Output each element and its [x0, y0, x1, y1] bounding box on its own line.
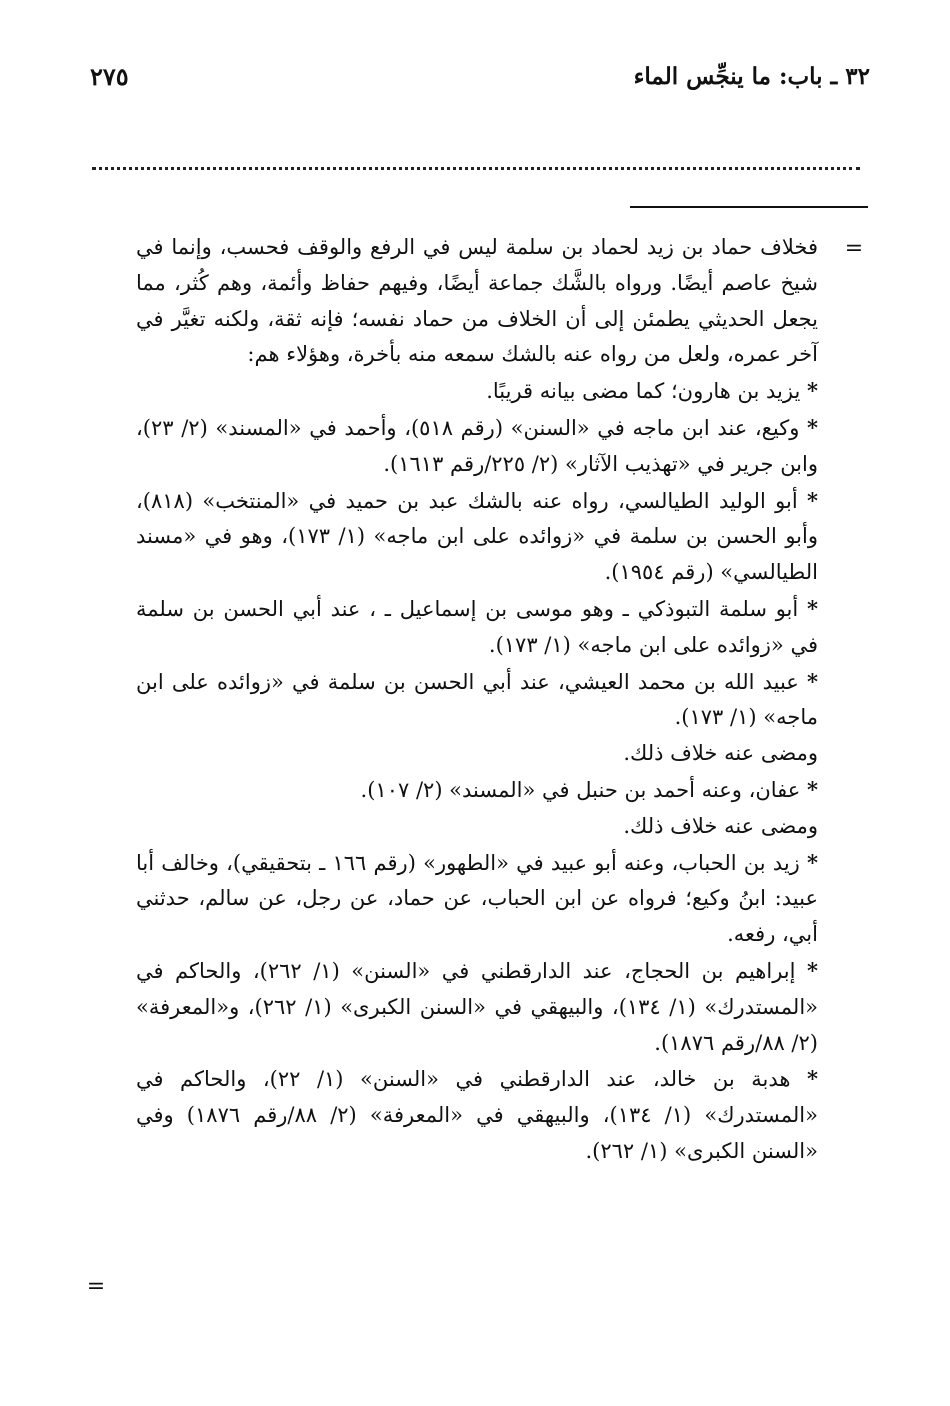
- paragraph-3: [136, 483, 818, 591]
- bullet-star: *: [807, 776, 818, 802]
- paragraph-8: [136, 809, 818, 845]
- paragraph-5: [136, 664, 818, 737]
- bullet-star: *: [807, 487, 818, 513]
- paragraph-text: فخلاف حماد بن زيد لحماد بن سلمة ليس في الرفع والوقف فحسب، وإنما في شيخ عاصم أيضًا. ورواه بالشَّك جماعة أيضًا، وفيهم حفاظ وأئمة، وهم كُثر، مما يجعل الحديثي يطمئن إلى أن الخلاف من حماد نفسه؛ فإنه ثقة، ولكنه تغيَّر في آخر عمره، ولعل من رواه عنه بالشك سمعه منه بأخرة، وهؤلاء هم:: [136, 235, 818, 367]
- paragraph-11: [136, 1061, 818, 1169]
- paragraph-text: يزيد بن هارون؛ كما مضى بيانه قريبًا.: [486, 379, 801, 404]
- page-header: [90, 56, 870, 96]
- bullet-star: *: [807, 1066, 818, 1092]
- continuation-mark-top: =: [844, 236, 864, 261]
- paragraph-text: أبو الوليد الطيالسي، رواه عنه بالشك عبد بن حميد في «المنتخب» (٨١٨)، وأبو الحسن بن سلمة في «زوائده على ابن ماجه» (١/ ١٧٣)، وهو في «مسند الطيالسي» (رقم ١٩٥٤).: [136, 488, 818, 585]
- dotted-separator: [92, 150, 860, 170]
- bullet-star: *: [807, 849, 818, 875]
- bullet-star: *: [807, 414, 818, 440]
- bullet-star: *: [807, 378, 818, 404]
- bullet-star: *: [807, 595, 818, 621]
- paragraph-text: إبراهيم بن الحجاج، عند الدارقطني في «السنن» (١/ ٢٦٢)، والحاكم في «المستدرك» (١/ ١٣٤)، والبيهقي في «السنن الكبرى» (١/ ٢٦٢)، و«المعرفة» (٢/ ٨٨/رقم ١٨٧٦).: [136, 958, 818, 1055]
- paragraph-text: وكيع، عند ابن ماجه في «السنن» (رقم ٥١٨)، وأحمد في «المسند» (٢/ ٢٣)، وابن جرير في «تهذيب الآثار» (٢/ ٢٢٥/رقم ١٦١٣).: [136, 415, 818, 476]
- paragraph-0: [136, 230, 818, 373]
- paragraph-4: [136, 591, 818, 664]
- paragraph-text: عفان، وعنه أحمد بن حنبل في «المسند» (٢/ ١٠٧).: [360, 777, 801, 802]
- paragraph-9: [136, 845, 818, 953]
- paragraph-text: ومضى عنه خلاف ذلك.: [623, 813, 818, 838]
- paragraph-text: هدبة بن خالد، عند الدارقطني في «السنن» (١/ ٢٢)، والحاكم في «المستدرك» (١/ ١٣٤)، والبيهقي في «المعرفة» (٢/ ٨٨/رقم ١٨٧٦) وفي «السنن الكبرى» (١/ ٢٦٢).: [136, 1067, 818, 1163]
- footnote-rule: [630, 206, 868, 208]
- footnote-body: [136, 230, 818, 1170]
- bullet-star: *: [807, 957, 818, 983]
- paragraph-text: ومضى عنه خلاف ذلك.: [623, 741, 818, 766]
- paragraph-1: [136, 373, 818, 410]
- page-number: ٢٧٥: [90, 61, 129, 91]
- paragraph-text: زيد بن الحباب، وعنه أبو عبيد في «الطهور» (رقم ١٦٦ ـ بتحقيقي)، وخالف أبا عبيد: ابنُ وكيع؛ فرواه عن ابن الحباب، عن حماد، عن رجل، عن سالم، حدثني أبي، رفعه.: [136, 850, 818, 947]
- paragraph-6: [136, 736, 818, 772]
- bullet-star: *: [807, 668, 818, 694]
- paragraph-10: [136, 953, 818, 1061]
- paragraph-text: عبيد الله بن محمد العيشي، عند أبي الحسن بن سلمة في «زوائده على ابن ماجه» (١/ ١٧٣).: [136, 669, 818, 730]
- continuation-mark-bottom: =: [86, 1274, 106, 1299]
- paragraph-7: [136, 772, 818, 809]
- running-title: ٣٢ ـ باب: ما ينجِّس الماء: [633, 62, 870, 90]
- paragraph-2: [136, 410, 818, 483]
- paragraph-text: أبو سلمة التبوذكي ـ وهو موسى بن إسماعيل ـ ، عند أبي الحسن بن سلمة في «زوائده على ابن ماجه» (١/ ١٧٣).: [136, 596, 818, 657]
